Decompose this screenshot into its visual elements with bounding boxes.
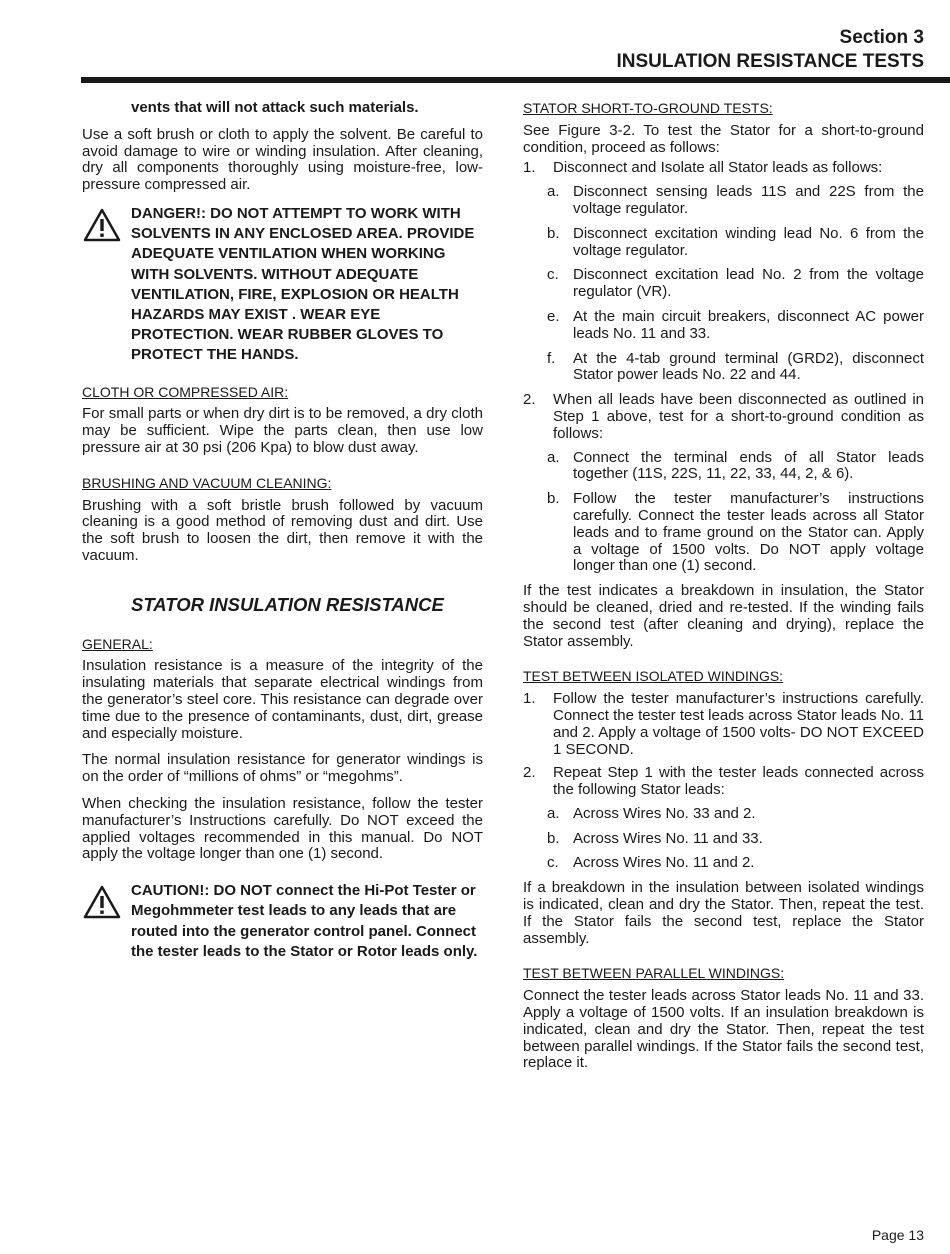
- isolated-windings-heading: TEST BETWEEN ISOLATED WINDINGS:: [523, 668, 784, 685]
- danger-text: DANGER!: DO NOT ATTEMPT TO WORK WITH SOLVENTS IN ANY ENCLOSED AREA. PROVIDE ADEQUATE VENTILATION WHEN WORKING WITH SOLVENTS. WITHOUT ADEQUATE VENTILATION, FIRE, EXPLOSION OR HEALTH HAZARDS MAY EXIST . WEAR EYE PROTECTION. WEAR RUBBER GLOVES TO PROTECT THE HANDS.: [131, 204, 475, 364]
- step-1-text: Disconnect and Isolate all Stator leads as follows:: [553, 159, 883, 177]
- caution-text: CAUTION!: DO NOT connect the Hi-Pot Tester or Megohmmeter test leads to any leads that are routed into the generator control panel. Connect the tester leads to the Stator or Rotor leads only.: [131, 882, 478, 960]
- list-item: c. Disconnect excitation lead No. 2 from the voltage regulator (VR).: [547, 266, 924, 301]
- list-item: a. Across Wires No. 33 and 2.: [547, 804, 756, 822]
- isolated-step-1: 1. Follow the tester manufacturer’s instructions carefully. Connect the tester test leads across Stator leads No. 11 and 2. Apply a voltage of 1500 volts- DO NOT EXCEED 1 SECOND.: [523, 690, 924, 758]
- short-to-ground-heading: STATOR SHORT-TO-GROUND TESTS:: [523, 100, 773, 116]
- isolated-sublist: [523, 806, 924, 872]
- list-item: a. Connect the terminal ends of all Stator leads together (11S, 22S, 11, 22, 33, 44, 2, & 6).: [547, 448, 924, 483]
- general-paragraph-3: When checking the insulation resistance, follow the tester manufacturer’s Instructions carefully. Do NOT exceed the applied voltages recommended in this manual. Do NOT apply the voltage longer than one (1) second.: [82, 794, 483, 863]
- continued-text: vents that will not attack such materials.: [131, 99, 419, 116]
- stator-insulation-heading: STATOR INSULATION RESISTANCE: [131, 593, 444, 615]
- right-column: [523, 100, 924, 1082]
- list-item: b. Follow the tester manufacturer’s instructions carefully. Connect the tester leads across all Stator leads and to frame ground on the Stator can. Apply a voltage of 1500 volts. Do NOT apply voltage longer than one (1) second.: [547, 490, 924, 575]
- cloth-paragraph: For small parts or when dry dirt is to be removed, a dry cloth may be sufficient. Wipe the parts clean, then use low pressure air at 30 psi (206 Kpa) to blow dust away.: [82, 405, 483, 456]
- step-1: 1. Disconnect and Isolate all Stator leads as follows:: [523, 159, 883, 177]
- warning-triangle-icon: [83, 885, 121, 919]
- general-paragraph-2: The normal insulation resistance for generator windings is on the order of “millions of ohms” or “megohms”.: [82, 751, 483, 786]
- section-title: INSULATION RESISTANCE TESTS: [616, 51, 924, 72]
- left-column: [82, 100, 483, 976]
- list-item: b. Across Wires No. 11 and 33.: [547, 829, 763, 847]
- step-1-sublist: [523, 184, 924, 384]
- list-item: a. Disconnect sensing leads 11S and 22S from the voltage regulator.: [547, 183, 924, 217]
- list-item: f. At the 4-tab ground terminal (GRD2), disconnect Stator power leads No. 22 and 44.: [547, 349, 924, 384]
- section-number: Section 3: [839, 27, 924, 48]
- step-2-sublist: [523, 450, 924, 576]
- caution-notice: [82, 881, 483, 962]
- step-2: 2. When all leads have been disconnected as outlined in Step 1 above, test for a short-to-ground condition as follows:: [523, 391, 924, 442]
- list-item: e. At the main circuit breakers, disconnect AC power leads No. 11 and 33.: [547, 307, 924, 342]
- danger-notice: [82, 204, 483, 366]
- list-item: b. Disconnect excitation winding lead No. 6 from the voltage regulator.: [547, 224, 924, 259]
- header-rule: [81, 77, 950, 83]
- short-to-ground-intro: See Figure 3-2. To test the Stator for a short-to-ground condition, proceed as follows:: [523, 121, 924, 156]
- step-2-text: When all leads have been disconnected as outlined in Step 1 above, test for a short-to-ground condition as follows:: [553, 391, 924, 442]
- short-to-ground-result: If the test indicates a breakdown in insulation, the Stator should be cleaned, dried and re-tested. If the winding fails the second test (after cleaning and drying), replace the Stator assembly.: [523, 582, 924, 650]
- brushing-heading: BRUSHING AND VACUUM CLEANING:: [82, 474, 332, 491]
- warning-triangle-icon: [83, 208, 121, 242]
- isolated-step-2: 2. Repeat Step 1 with the tester leads connected across the following Stator leads:: [523, 764, 924, 799]
- page-header: [616, 26, 924, 74]
- general-paragraph-1: Insulation resistance is a measure of the integrity of the insulating materials that separate electrical windings from the generator’s steel core. This resistance can degrade over time due to the presence of contaminants, dust, dirt, grease and especially moisture.: [82, 657, 483, 742]
- parallel-windings-heading: TEST BETWEEN PARALLEL WINDINGS:: [523, 965, 785, 982]
- general-heading: GENERAL:: [82, 635, 153, 652]
- parallel-windings-paragraph: Connect the tester leads across Stator leads No. 11 and 33. Apply a voltage of 1500 volts. If an insulation breakdown is indicated, clean and dry the Stator. Then, repeat the test between parallel windings. If the Stator fails the second test, replace it.: [523, 987, 924, 1072]
- list-item: c. Across Wires No. 11 and 2.: [547, 854, 755, 872]
- page-number: Page 13: [871, 1227, 924, 1243]
- brushing-paragraph: Brushing with a soft bristle brush followed by vacuum cleaning is a good method of removing dust and dirt. Use the soft brush to loosen the dirt, then remove it with the vacuum.: [82, 496, 483, 564]
- isolated-result: If a breakdown in the insulation between isolated windings is indicated, clean and dry the Stator. Then, repeat the test. If the Stator fails the second test, replace the Stator assembly.: [523, 879, 924, 947]
- cloth-heading: CLOTH OR COMPRESSED AIR:: [82, 383, 289, 400]
- solvent-paragraph: Use a soft brush or cloth to apply the solvent. Be careful to avoid damage to wire or winding insulation. After cleaning, dry all components thoroughly using moisture-free, low-pressure compressed air.: [82, 125, 483, 194]
